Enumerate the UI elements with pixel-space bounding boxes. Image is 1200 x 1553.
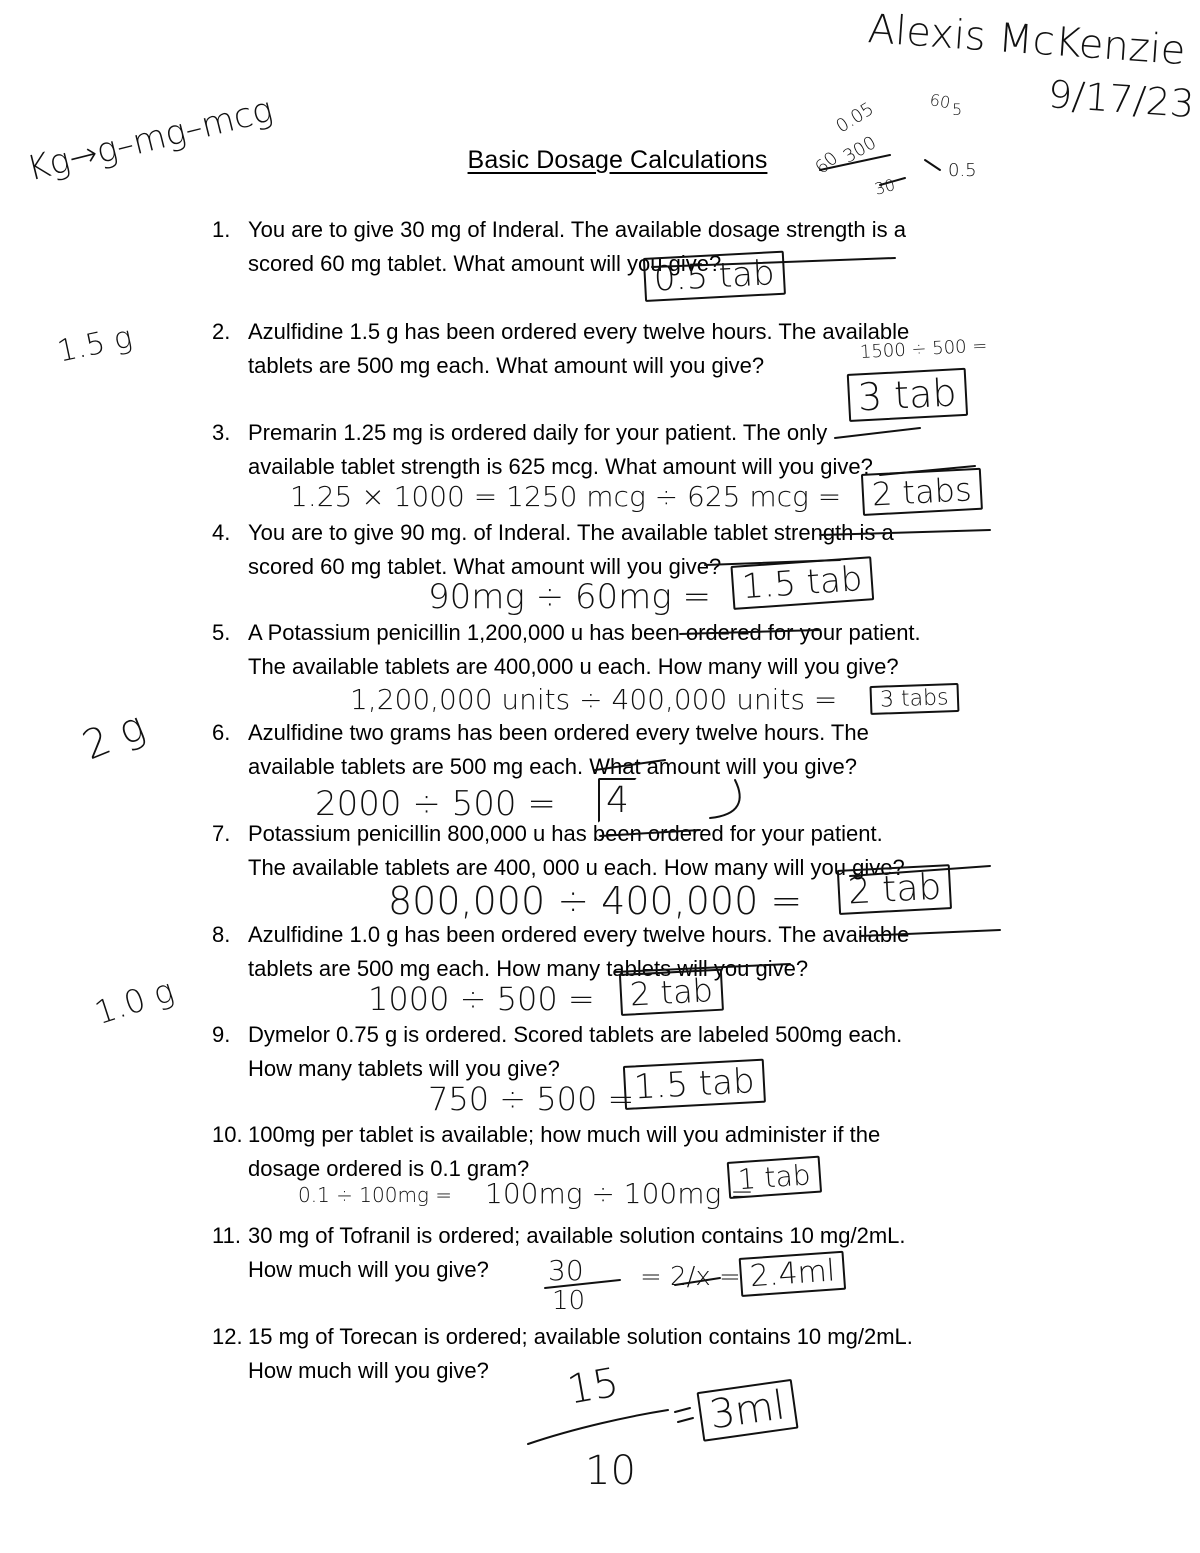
work-7: 800,000 ÷ 400,000 = [388, 879, 803, 923]
question-4 [212, 516, 1032, 584]
question-number: 2. [212, 319, 231, 344]
question-line: scored 60 mg tablet. What amount will you give? [248, 251, 722, 276]
question-line: available tablet strength is 625 mcg. What amount will you give? [248, 454, 873, 479]
work-9: 750 ÷ 500 = [428, 1080, 635, 1118]
question-line: scored 60 mg tablet. What amount will you give? [248, 554, 722, 579]
arrow-stroke [710, 780, 740, 818]
question-number: 12. [212, 1324, 243, 1349]
question-1 [212, 213, 1032, 281]
question-number: 8. [212, 922, 231, 947]
question-line: The available tablets are 400, 000 u each. How many will you give? [248, 855, 905, 880]
question-line: tablets are 500 mg each. How many tablets will you give? [248, 956, 809, 981]
equals-stroke [675, 1408, 690, 1412]
scratch-right-b: 5 [952, 100, 963, 119]
work-10-a: 0.1 ÷ 100mg = [298, 1183, 453, 1207]
question-line: A Potassium penicillin 1,200,000 u has been ordered for your patient. [248, 620, 921, 645]
equals-stroke [678, 1418, 693, 1422]
question-number: 9. [212, 1022, 231, 1047]
scratch-quotient: 0.05 [832, 98, 878, 138]
question-number: 11. [212, 1223, 241, 1248]
question-number: 6. [212, 720, 231, 745]
answer-4-box: 1.5 tab [730, 556, 873, 610]
answer-7-box: 2 tab [837, 864, 953, 915]
work-4: 90mg ÷ 60mg = [428, 577, 711, 617]
work-11-numerator: 30 [548, 1254, 584, 1287]
work-11-equation: = 2/x = [640, 1262, 741, 1292]
question-line: You are to give 30 mg of Inderal. The available dosage strength is a [248, 217, 906, 242]
answer-2-box: 3 tab [847, 368, 968, 422]
answer-3-box: 2 tabs [861, 468, 983, 516]
scratch-right-a: 60 [928, 90, 952, 113]
question-line: You are to give 90 mg. of Inderal. The available tablet strength is a [248, 520, 894, 545]
question-line: How much will you give? [248, 1257, 489, 1282]
question-5 [212, 616, 1032, 684]
work-12-denominator: 10 [585, 1448, 636, 1494]
margin-note-2: 1.5 g [54, 319, 136, 370]
question-10 [212, 1118, 1032, 1186]
question-12 [212, 1320, 1032, 1388]
handwritten-date: 9/17/23 [1046, 72, 1196, 127]
question-line: How many tablets will you give? [248, 1056, 560, 1081]
question-line: 30 mg of Tofranil is ordered; available solution contains 10 mg/2mL. [248, 1223, 906, 1248]
question-line: 100mg per tablet is available; how much will you administer if the [248, 1122, 881, 1147]
answer-5-box: 3 tabs [869, 683, 958, 715]
question-line: 15 mg of Torecan is ordered; available solution contains 10 mg/2mL. [248, 1324, 913, 1349]
scratch-right-result: 0.5 [948, 160, 977, 181]
work-6: 2000 ÷ 500 = [315, 784, 556, 824]
question-line: Dymelor 0.75 g is ordered. Scored tablets are labeled 500mg each. [248, 1022, 903, 1047]
work-3: 1.25 × 1000 = 1250 mcg ÷ 625 mcg = [290, 480, 842, 513]
fraction-bar [528, 1410, 668, 1444]
question-number: 1. [212, 217, 231, 242]
question-line: How much will you give? [248, 1358, 489, 1383]
question-line: Premarin 1.25 mg is ordered daily for your patient. The only [248, 420, 828, 445]
work-10-b: 100mg ÷ 100mg = [485, 1177, 754, 1210]
scratch-divisor: 60 [811, 147, 843, 179]
answer-6-box: 4 [598, 778, 637, 823]
scratch-subtraction: 30 [872, 175, 898, 199]
question-number: 5. [212, 620, 231, 645]
question-number: 3. [212, 420, 231, 445]
answer-9-box: 1.5 tab [623, 1059, 766, 1110]
handwritten-conversion-note: Kg→g–mg–mcg [23, 89, 277, 190]
margin-note-8: 1.0 g [90, 971, 179, 1033]
question-line: Azulfidine 1.0 g has been ordered every twelve hours. The available [248, 922, 910, 947]
question-number: 10. [212, 1122, 243, 1147]
question-11 [212, 1219, 1032, 1287]
question-number: 7. [212, 821, 231, 846]
answer-10-box: 1 tab [727, 1156, 822, 1199]
scratch-dividend: 300 [839, 132, 881, 168]
question-line: available tablets are 500 mg each. What amount will you give? [248, 754, 858, 779]
question-6 [212, 716, 1032, 784]
work-5: 1,200,000 units ÷ 400,000 units = [350, 683, 838, 716]
question-9 [212, 1018, 1032, 1086]
answer-1-box: 0.5 tab [643, 251, 786, 302]
page-title: Basic Dosage Calculations [467, 146, 768, 174]
work-11-denominator: 10 [552, 1286, 586, 1316]
question-line: Azulfidine two grams has been ordered every twelve hours. The [248, 720, 869, 745]
question-number: 4. [212, 520, 231, 545]
question-line: Potassium penicillin 800,000 u has been ordered for your patient. [248, 821, 883, 846]
work-12-numerator: 15 [564, 1359, 623, 1414]
work-2: 1500 ÷ 500 = [859, 335, 988, 363]
question-line: The available tablets are 400,000 u each. How many will you give? [248, 654, 899, 679]
question-line: Azulfidine 1.5 g has been ordered every twelve hours. The available [248, 319, 910, 344]
question-line: tablets are 500 mg each. What amount will you give? [248, 353, 765, 378]
margin-note-6: 2 g [76, 703, 152, 770]
question-line: dosage ordered is 0.1 gram? [248, 1156, 530, 1181]
answer-8-box: 2 tab [619, 969, 724, 1016]
handwritten-name: Alexis McKenzie [866, 6, 1187, 75]
answer-12-box: 3ml [697, 1379, 799, 1442]
answer-11-box: 2.4ml [739, 1251, 847, 1297]
work-8: 1000 ÷ 500 = [368, 980, 595, 1018]
